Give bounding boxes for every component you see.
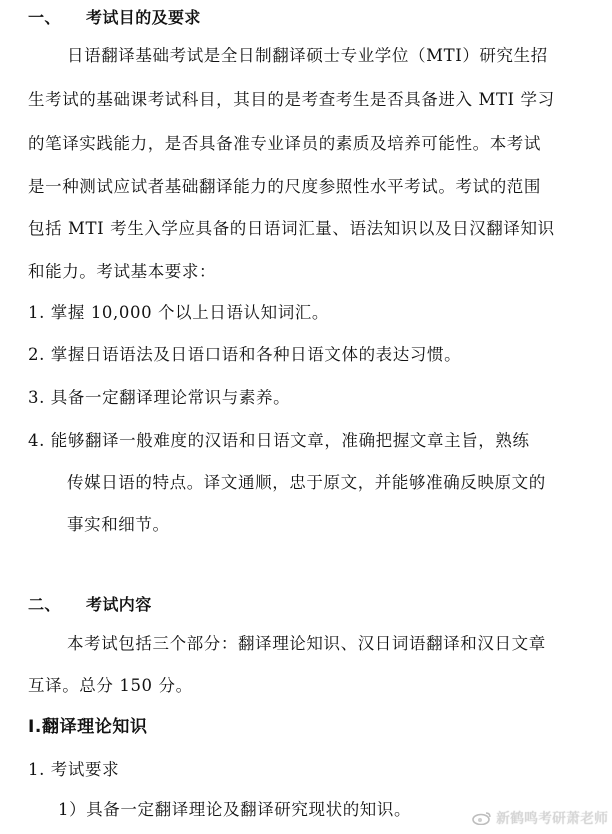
list-item: 2. 掌握日语语法及日语口语和各种日语文体的表达习惯。: [28, 345, 462, 364]
section-1-title: 考试目的及要求: [86, 8, 201, 27]
paragraph-line: 是一种测试应试者基础翻译能力的尺度参照性水平考试。考试的范围: [28, 177, 541, 196]
section-1-number: 一、: [28, 8, 61, 27]
paragraph-line: 生考试的基础课考试科目，其目的是考查考生是否具备进入 MTI 学习: [28, 90, 555, 109]
paragraph-line: 包括 MTI 考生入学应具备的日语词汇量、语法知识以及日汉翻译知识: [28, 219, 555, 238]
paragraph-line: 和能力。考试基本要求：: [28, 262, 217, 281]
watermark: [472, 808, 608, 828]
section-2-heading: [28, 594, 152, 616]
watermark-text: 新鹤鸣考研萧老师: [496, 811, 608, 827]
paragraph-line: 本考试包括三个部分：翻译理论知识、汉日词语翻译和汉日文章: [67, 634, 546, 653]
requirement-item: 1）具备一定翻译理论及翻译研究现状的知识。: [58, 800, 412, 819]
list-item: 4. 能够翻译一般难度的汉语和日语文章，准确把握文章主旨，熟练: [28, 431, 530, 450]
requirement-heading: 1. 考试要求: [28, 760, 120, 779]
paragraph-line: 日语翻译基础考试是全日制翻译硕士专业学位（MTI）研究生招: [67, 46, 548, 65]
list-item-continuation: 传媒日语的特点。译文通顺，忠于原文，并能够准确反映原文的: [67, 473, 546, 492]
list-item: 3. 具备一定翻译理论常识与素养。: [28, 388, 291, 407]
list-item-continuation: 事实和细节。: [67, 515, 170, 534]
section-2-number: 二、: [28, 595, 61, 614]
section-1-heading: [28, 7, 201, 29]
subsection-heading: Ⅰ.翻译理论知识: [28, 717, 148, 737]
list-item: 1. 掌握 10,000 个以上日语认知词汇。: [28, 303, 330, 322]
weibo-logo-icon: [472, 811, 492, 825]
paragraph-line: 互译。总分 150 分。: [28, 676, 193, 695]
section-2-title: 考试内容: [86, 595, 152, 614]
paragraph-line: 的笔译实践能力，是否具备准专业译员的素质及培养可能性。本考试: [28, 134, 541, 153]
